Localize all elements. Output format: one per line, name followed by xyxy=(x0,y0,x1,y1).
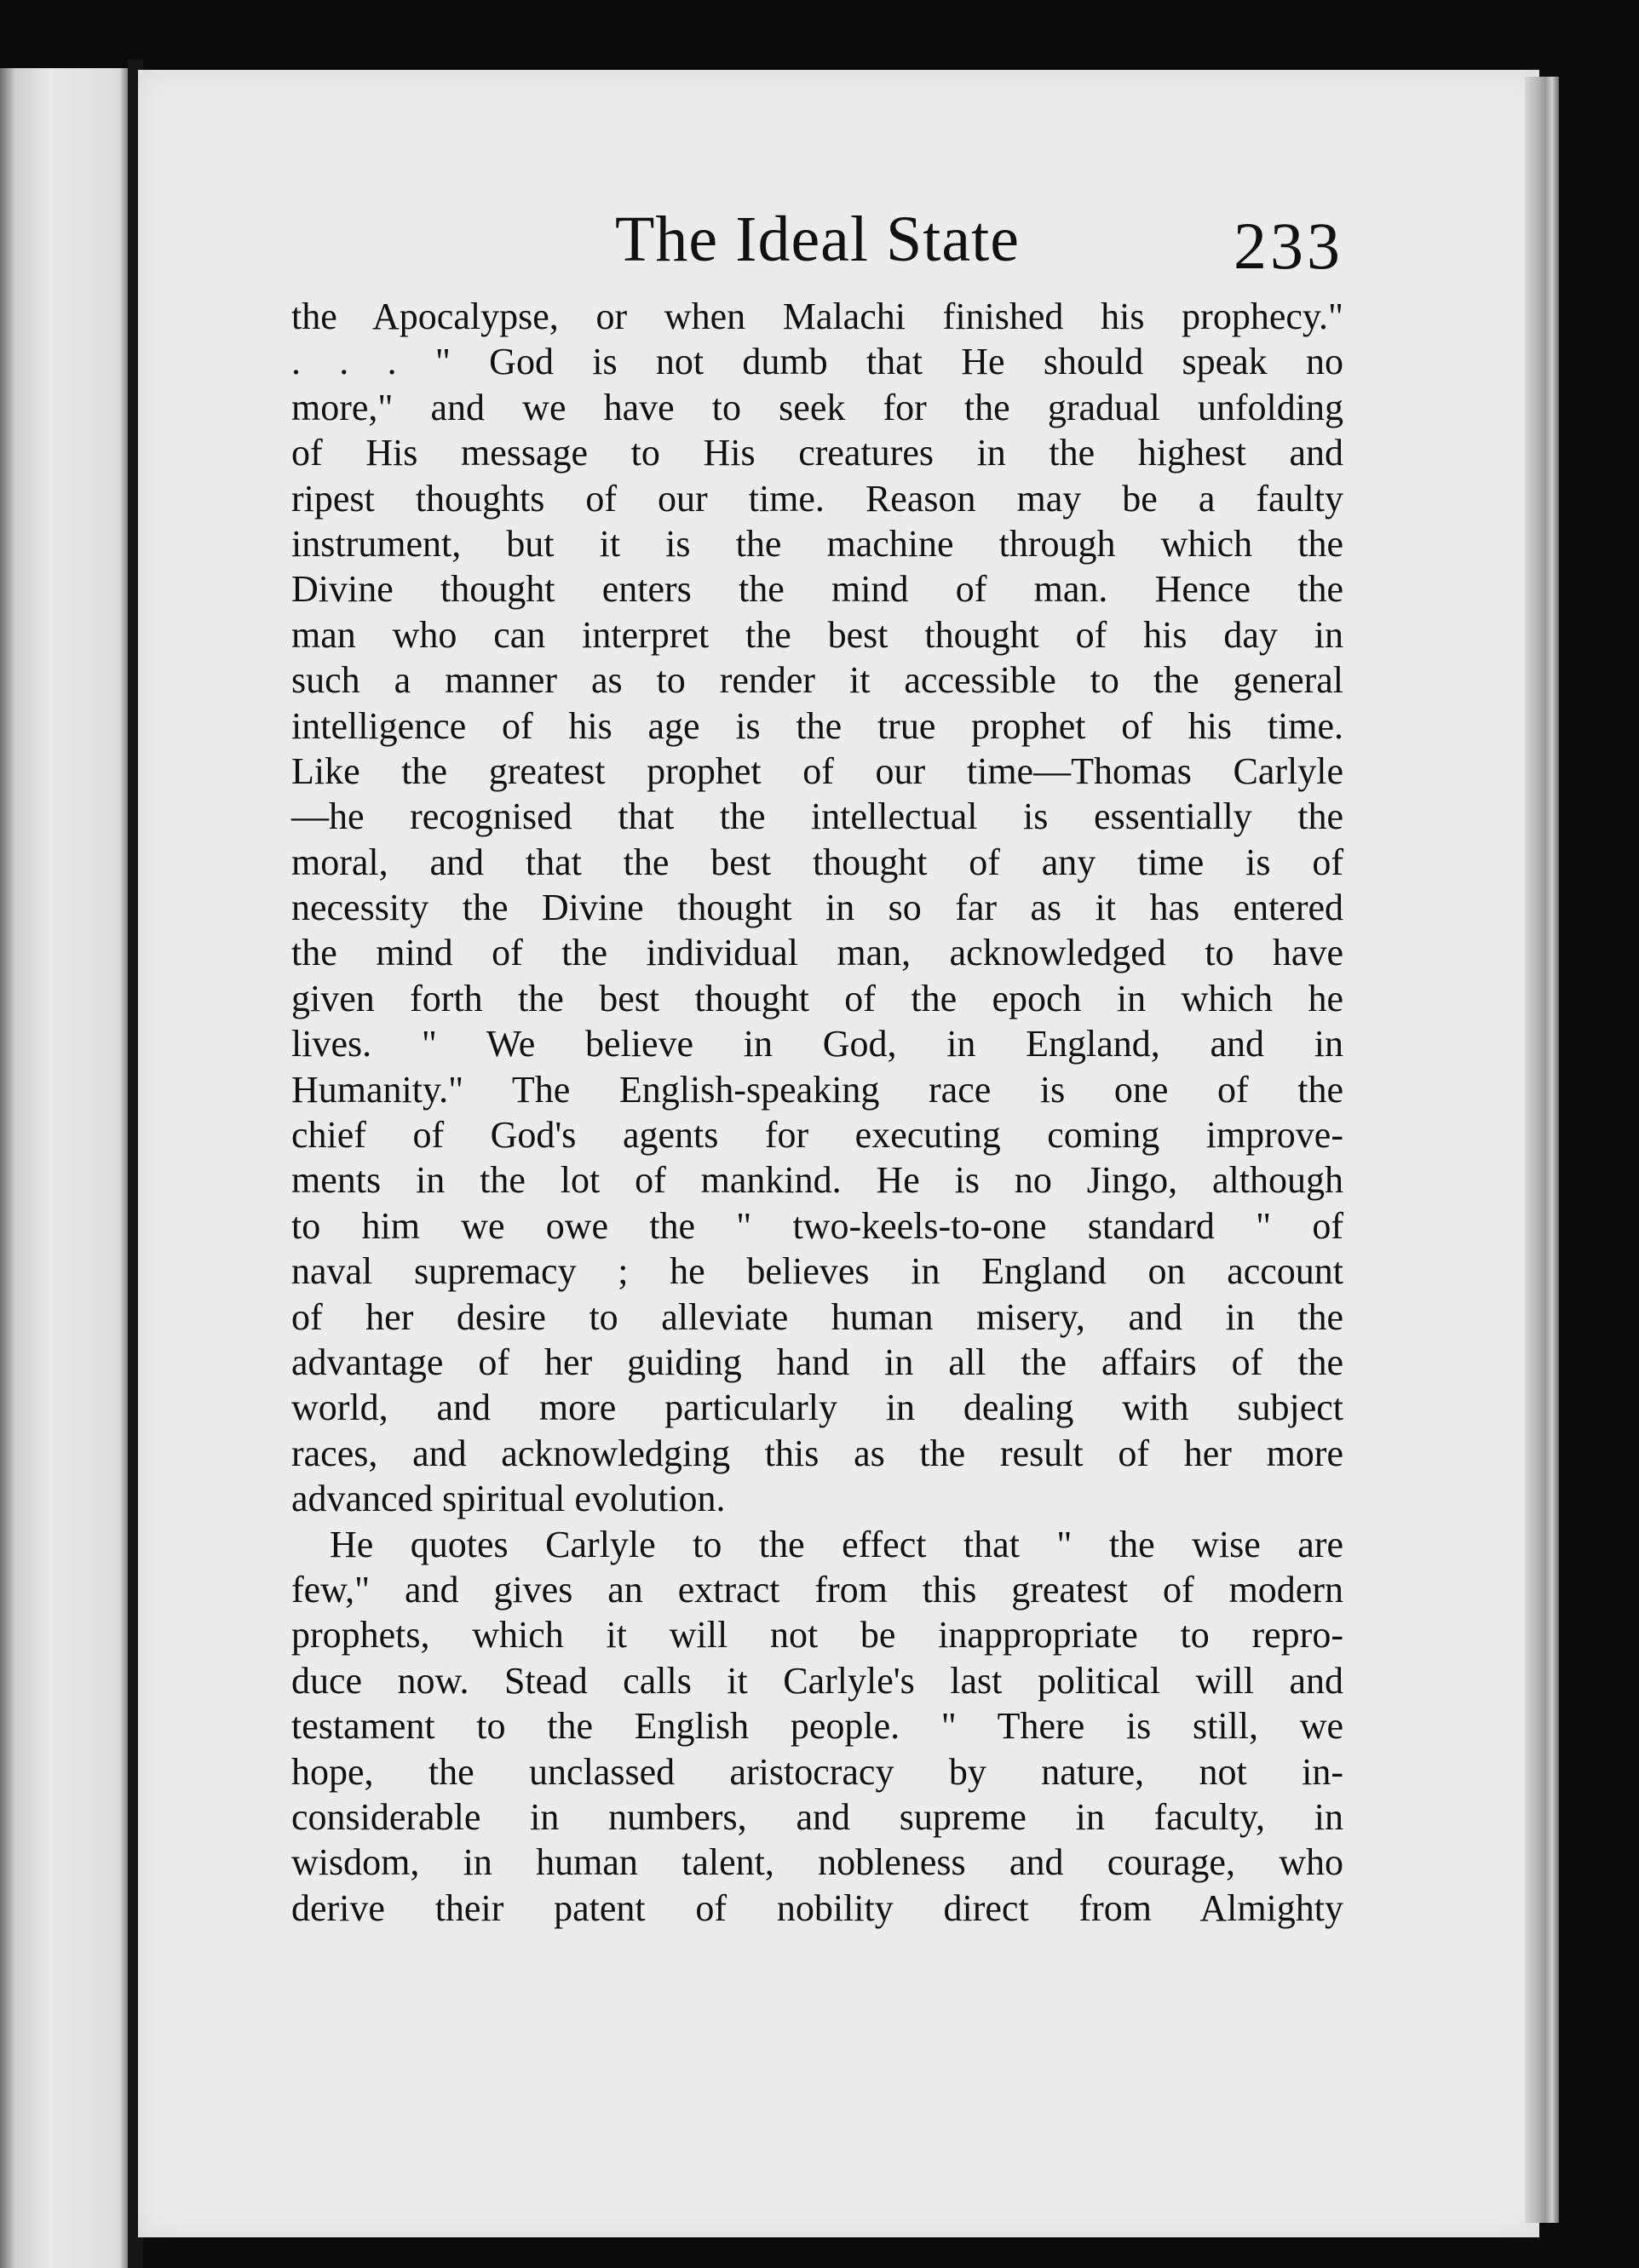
text-line: ripest thoughts of our time. Reason may be a faulty xyxy=(291,477,1343,520)
text-line: man who can interpret the best thought of his day in xyxy=(291,613,1343,656)
text-line: intelligence of his age is the true prophet of his time. xyxy=(291,704,1343,747)
text-line: wisdom, in human talent, nobleness and courage, who xyxy=(291,1841,1343,1884)
body-text xyxy=(291,294,1343,1931)
text-line: testament to the English people. " There is still, we xyxy=(291,1705,1343,1748)
page-number: 233 xyxy=(1234,209,1343,283)
text-line: advantage of her guiding hand in all the affairs of the xyxy=(291,1341,1343,1383)
text-line: He quotes Carlyle to the effect that " the wise are xyxy=(330,1523,1343,1565)
text-line: Like the greatest prophet of our time—Thomas Carlyle xyxy=(291,749,1343,792)
text-line: Humanity." The English-speaking race is one of the xyxy=(291,1068,1343,1111)
text-line: . . . " God is not dumb that He should speak no xyxy=(291,341,1343,383)
text-line: instrument, but it is the machine through which the xyxy=(291,522,1343,565)
text-line: given forth the best thought of the epoch in which he xyxy=(291,977,1343,1019)
text-line: prophets, which it will not be inappropriate to repro- xyxy=(291,1614,1343,1657)
text-line: advanced spiritual evolution. xyxy=(291,1478,726,1520)
text-line: ments in the lot of mankind. He is no Jingo, although xyxy=(291,1159,1343,1202)
page-stack-edge xyxy=(1525,77,1559,2223)
text-line: the Apocalypse, or when Malachi finished his prophecy." xyxy=(291,296,1343,337)
text-line: races, and acknowledging this as the result of her more xyxy=(291,1432,1343,1474)
text-line: lives. " We believe in God, in England, and in xyxy=(291,1023,1343,1065)
text-line: the mind of the individual man, acknowledged to have xyxy=(291,932,1343,974)
text-line: to him we owe the " two-keels-to-one standard " of xyxy=(291,1204,1343,1247)
running-title: The Ideal State xyxy=(614,204,1020,275)
text-line: such a manner as to render it accessible to the general xyxy=(291,659,1343,702)
text-line: necessity the Divine thought in so far as it has entered xyxy=(291,887,1343,929)
text-line: chief of God's agents for executing coming improve- xyxy=(291,1114,1343,1157)
text-line: moral, and that the best thought of any time is of xyxy=(291,841,1343,883)
text-line: naval supremacy ; he believes in England on account xyxy=(291,1250,1343,1293)
text-line: more," and we have to seek for the gradual unfolding xyxy=(291,386,1343,428)
text-line: of His message to His creatures in the highest and xyxy=(291,432,1343,474)
facing-page-edge xyxy=(0,68,135,2268)
text-line: derive their patent of nobility direct from Almighty xyxy=(291,1886,1343,1929)
text-line: few," and gives an extract from this greatest of modern xyxy=(291,1568,1343,1611)
running-header xyxy=(291,203,1343,288)
text-line: considerable in numbers, and supreme in faculty, in xyxy=(291,1795,1343,1838)
text-line: world, and more particularly in dealing with subject xyxy=(291,1387,1343,1429)
text-line: duce now. Stead calls it Carlyle's last political will and xyxy=(291,1659,1343,1702)
text-line: Divine thought enters the mind of man. Hence the xyxy=(291,568,1343,611)
text-line: —he recognised that the intellectual is essentially the xyxy=(291,795,1343,838)
text-line: of her desire to alleviate human misery, and in the xyxy=(291,1295,1343,1338)
text-line: hope, the unclassed aristocracy by nature, not in- xyxy=(291,1750,1343,1793)
